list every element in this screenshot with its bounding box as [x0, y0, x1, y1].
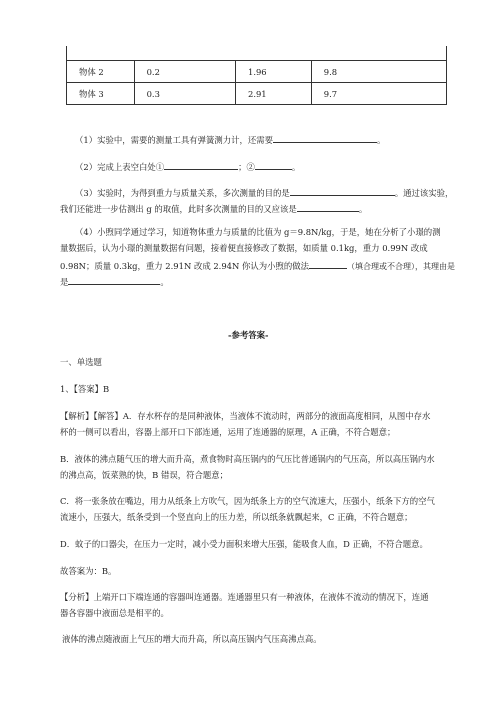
section-title: 一、单选题 — [60, 357, 102, 367]
analysis-b: B．液体的沸点随气压的增大而升高，煮食物时高压锅内的气压比普通锅内的气压高，所以高压锅内水 — [60, 454, 435, 464]
question-text: 。 — [160, 277, 169, 287]
analysis-a — [60, 411, 430, 422]
analysis-a-line-2: 杯的一侧可以看出，容器上部开口下部连通，运用了连通器的原理，A 正确，不符合题意； — [60, 427, 396, 437]
analysis-b-line-2: 的沸点高，饭菜熟的快，B 错误，符合题意； — [60, 470, 228, 480]
question-1 — [75, 133, 385, 146]
answer-blank — [255, 160, 292, 170]
question-text: 0.98N；质量 0.3kg，重力 2.91N 改成 2.94N 你认为小煦的做法 — [60, 261, 309, 271]
fenxi-line-2: 器各容器中液面总是相平的。 — [60, 608, 169, 618]
data-table — [66, 60, 447, 105]
table-cell: 1.96 — [235, 61, 311, 83]
fenxi-line-3: 液体的沸点随液面上气压的增大而升高，所以高压锅内气压高沸点高。 — [62, 634, 322, 644]
table-cell: 物体 2 — [67, 61, 135, 83]
table-cell: 9.7 — [311, 83, 446, 105]
question-2 — [75, 160, 300, 173]
question-text: （填合理或不合理），其理由是 — [347, 262, 455, 271]
question-4-line-4 — [60, 275, 169, 288]
table-cell: 9.8 — [311, 61, 446, 83]
question-4-line-2: 量数据后，认为小璟的测量数据有问题，接着便直接修改了数据，如质量 0.1kg，重力 0.99N 改成 — [60, 243, 428, 253]
question-text: 。通过该实验， — [394, 188, 454, 198]
table-border — [66, 46, 67, 60]
answer-blank — [297, 202, 359, 212]
question-text: 。 — [291, 162, 301, 172]
analysis-label: 【解析】【解答】 — [60, 411, 123, 421]
analysis-c-line-2: 流速小，压强大，纸条受到一个竖直向上的压力差，所以纸条就飘起来，C 正确，不符合题意； — [60, 512, 413, 522]
answers-heading: -参考答案- — [228, 330, 269, 340]
question-text: （2）完成上表空白处① — [75, 162, 165, 172]
question-3-line-1 — [75, 186, 453, 199]
table-cell: 物体 3 — [67, 83, 135, 105]
question-3-line-2 — [60, 202, 367, 215]
table-cell: 0.3 — [134, 83, 235, 105]
answer-blank — [290, 186, 395, 196]
question-text: 是 — [60, 277, 69, 287]
question-text: 。 — [358, 204, 368, 214]
table-cell: 2.91 — [235, 83, 311, 105]
question-text: 。 — [376, 135, 386, 145]
question-text: 我们还能进一步估测出 g 的取值，此时多次测量的目的又应该是 — [60, 204, 297, 214]
fenxi: 【分析】上端开口下端连通的容器叫连通器。连通器里只有一种液体，在液体不流动的情况下，连通 — [60, 592, 429, 602]
answer-blank — [164, 160, 238, 170]
question-text: （3）实验时，为得到重力与质量关系，多次测量的目的是 — [75, 188, 290, 198]
table-row — [67, 61, 447, 83]
answer-blank — [68, 275, 160, 285]
answer-blank — [309, 259, 347, 269]
analysis-c: C．将一张条放在嘴边，用力从纸条上方吹气，因为纸条上方的空气流速大，压强小，纸条下方的空气 — [60, 496, 435, 506]
table-cell: 0.2 — [134, 61, 235, 83]
question-text: （1）实验中，需要的测量工具有弹簧测力计，还需要 — [75, 135, 273, 145]
table-border — [446, 46, 447, 60]
question-4-line-1: （4）小煦同学通过学习，知道物体重力与质量的比值为 g＝9.8N/kg，于是，她在分析了小璟的测 — [75, 227, 441, 237]
answer-item-1: 1、【答案】B — [60, 384, 110, 394]
question-4-line-3 — [60, 259, 455, 272]
analysis-d: D．蚊子的口器尖，在压力一定时，减小受力面积来增大压强，能吸食人血，D 正确，不符合题意。 — [60, 539, 428, 549]
analysis-text: A．存水杯存的是同种液体，当液体不流动时，两部分的液面高度相同，从图中存水 — [122, 411, 431, 421]
table-row — [67, 83, 447, 105]
conclusion: 故答案为：B。 — [60, 566, 117, 576]
question-text: ；② — [238, 162, 255, 172]
answer-blank — [273, 133, 377, 143]
